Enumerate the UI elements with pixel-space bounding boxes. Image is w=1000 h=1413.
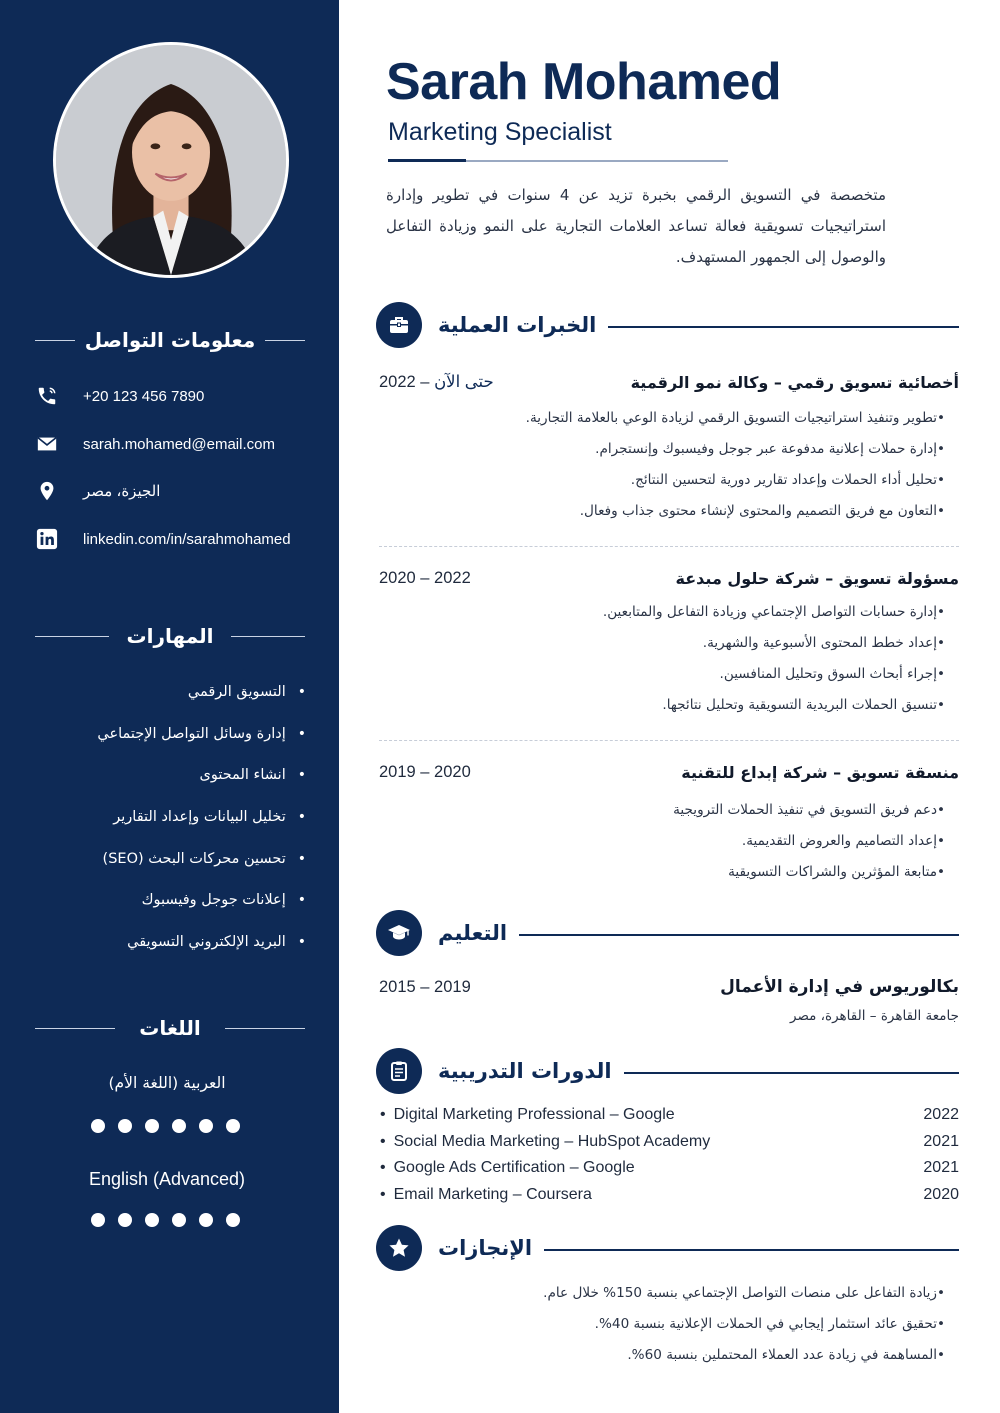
contact-phone xyxy=(35,384,204,408)
course-name: • Email Marketing – Coursera xyxy=(380,1183,592,1210)
level-dot xyxy=(226,1119,240,1133)
briefcase-icon xyxy=(376,302,422,348)
level-dot xyxy=(145,1213,159,1227)
list-item: • تطوير وتنفيذ استراتيجيات التسويق الرقمي لزيادة الوعي بالعلامة التجارية. xyxy=(379,403,959,434)
level-dot xyxy=(199,1119,213,1133)
star-icon xyxy=(376,1225,422,1271)
course-item xyxy=(380,1156,959,1183)
graduation-cap-icon xyxy=(376,910,422,956)
job-date: 2022 – حتى الآن xyxy=(379,373,494,391)
education-date: 2015 – 2019 xyxy=(379,977,471,996)
list-item: • إدارة حملات إعلانية مدفوعة عبر جوجل وفيسبوك وإنستجرام. xyxy=(379,434,959,465)
list-item: • زيادة التفاعل على منصات التواصل الإجتماعي بنسبة 150% خلال عام. xyxy=(379,1278,959,1309)
skill-item: • انشاء المحتوى xyxy=(46,763,306,805)
linkedin-icon xyxy=(35,527,59,551)
section-rule xyxy=(544,1249,959,1251)
divider xyxy=(35,1028,115,1029)
job-entry-1 xyxy=(379,369,959,527)
divider xyxy=(265,340,305,341)
job-role: Marketing Specialist xyxy=(388,118,612,146)
level-dot xyxy=(118,1119,132,1133)
section-rule xyxy=(624,1072,959,1074)
skill-item: • إدارة وسائل التواصل الإجتماعي xyxy=(46,722,306,764)
section-rule xyxy=(608,326,959,328)
profile-photo xyxy=(53,42,289,278)
experience-heading: الخبرات العملية xyxy=(376,302,959,348)
course-name: • Digital Marketing Professional – Google xyxy=(380,1103,675,1130)
list-item: • إجراء أبحاث السوق وتحليل المنافسين. xyxy=(379,659,959,690)
skill-item: • البريد الإلكتروني التسويقي xyxy=(46,930,306,972)
job-duties xyxy=(379,403,959,527)
skill-item: • تخليل البيانات وإعداد التقارير xyxy=(46,805,306,847)
job-title: أخصائية تسويق رقمي – وكالة نمو الرقمية xyxy=(630,372,959,392)
course-year: 2020 xyxy=(923,1186,959,1204)
portrait-illustration xyxy=(56,45,286,275)
achievements-entry xyxy=(379,1278,959,1371)
person-name: Sarah Mohamed xyxy=(386,53,782,111)
level-dot xyxy=(91,1119,105,1133)
sidebar xyxy=(0,0,339,1413)
courses-list xyxy=(380,1103,959,1210)
achievements-list xyxy=(379,1278,959,1371)
achievements-heading: الإنجازات xyxy=(376,1225,959,1271)
skills-heading: المهارات xyxy=(35,624,305,648)
list-item: • دعم فريق التسويق في تنفيذ الحملات الترويجية xyxy=(379,795,959,826)
education-heading: التعليم xyxy=(376,910,959,956)
language-arabic-level xyxy=(91,1119,240,1133)
course-year: 2021 xyxy=(923,1132,959,1150)
phone-icon xyxy=(35,384,59,408)
level-dot xyxy=(172,1119,186,1133)
divider xyxy=(379,740,959,741)
level-dot xyxy=(199,1213,213,1227)
skill-item: • إعلانات جوجل وفيسبوك xyxy=(46,888,306,930)
contact-heading: معلومات التواصل xyxy=(35,328,305,352)
language-english-level xyxy=(91,1213,240,1227)
course-item xyxy=(380,1103,959,1130)
skill-item: • تحسين محركات البحث (SEO) xyxy=(46,847,306,889)
linkedin-url: linkedin.com/in/sarahmohamed xyxy=(83,530,291,548)
job-date: 2020 – 2022 xyxy=(379,568,471,587)
list-item: • إعداد التصاميم والعروض التقديمية. xyxy=(379,826,959,857)
job-entry-2 xyxy=(379,565,959,721)
section-rule xyxy=(519,934,959,936)
list-item: • تحقيق عائد استثمار إيجابي في الحملات الإعلانية بنسبة 40%. xyxy=(379,1309,959,1340)
skill-item: • التسويق الرقمي xyxy=(46,680,306,722)
title-underline xyxy=(388,160,728,162)
job-entry-3 xyxy=(379,759,959,888)
skills-list xyxy=(46,680,306,972)
language-english: English (Advanced) xyxy=(88,1169,246,1189)
level-dot xyxy=(145,1119,159,1133)
course-year: 2021 xyxy=(923,1159,959,1177)
divider xyxy=(35,340,75,341)
school-name: جامعة القاهرة – القاهرة، مصر xyxy=(790,1008,959,1024)
job-duties xyxy=(379,597,959,721)
level-dot xyxy=(226,1213,240,1227)
clipboard-icon xyxy=(376,1048,422,1094)
level-dot xyxy=(172,1213,186,1227)
location-text: الجيزة، مصر xyxy=(83,483,161,500)
education-entry xyxy=(379,974,959,1024)
list-item: • تنسيق الحملات البريدية التسويقية وتحليل نتائجها. xyxy=(379,690,959,721)
languages-heading: اللغات xyxy=(35,1016,305,1040)
contact-email xyxy=(35,432,275,456)
level-dot xyxy=(91,1213,105,1227)
mail-icon xyxy=(35,432,59,456)
list-item: • إدارة حسابات التواصل الإجتماعي وزيادة التفاعل والمتابعين. xyxy=(379,597,959,628)
divider xyxy=(225,1028,305,1029)
level-dot xyxy=(118,1213,132,1227)
course-name: • Social Media Marketing – HubSpot Academy xyxy=(380,1130,710,1157)
course-item xyxy=(380,1183,959,1210)
phone-number: +20 123 456 7890 xyxy=(83,387,205,405)
job-title: مسؤولة تسويق – شركة حلول مبدعة xyxy=(675,568,959,588)
course-name: • Google Ads Certification – Google xyxy=(380,1156,635,1183)
list-item: • إعداد خطط المحتوى الأسبوعية والشهرية. xyxy=(379,628,959,659)
degree-title: بكالوريوس في إدارة الأعمال xyxy=(720,977,959,997)
divider xyxy=(379,546,959,547)
location-pin-icon xyxy=(35,479,59,503)
job-duties xyxy=(379,795,959,888)
course-item xyxy=(380,1130,959,1157)
language-arabic: العربية (اللغة الأم) xyxy=(108,1074,226,1092)
email-address: sarah.mohamed@email.com xyxy=(83,435,275,453)
profile-summary: متخصصة في التسويق الرقمي بخبرة تزيد عن 4 سنوات في تطوير وإدارة استراتيجيات تسويقية فعالة تساعد العلامات التجارية على النمو وزيادة التفاعل والوصول إلى الجمهور المستهدف. xyxy=(386,186,886,266)
course-year: 2022 xyxy=(923,1106,959,1123)
courses-heading: الدورات التدريبية xyxy=(376,1048,959,1094)
list-item: • المساهمة في زيادة عدد العملاء المحتملين بنسبة 60%. xyxy=(379,1340,959,1371)
list-item: • تحليل أداء الحملات وإعداد تقارير دورية لتحسين النتائج. xyxy=(379,465,959,496)
job-date: 2019 – 2020 xyxy=(379,762,471,781)
contact-linkedin xyxy=(35,527,291,551)
divider xyxy=(35,636,109,637)
list-item: • متابعة المؤثرين والشراكات التسويقية xyxy=(379,857,959,888)
divider xyxy=(231,636,305,637)
job-title: منسقة تسويق – شركة إبداع للتقنية xyxy=(681,762,959,782)
contact-location xyxy=(35,479,160,503)
list-item: • التعاون مع فريق التصميم والمحتوى لإنشاء محتوى جذاب وفعال. xyxy=(379,496,959,527)
